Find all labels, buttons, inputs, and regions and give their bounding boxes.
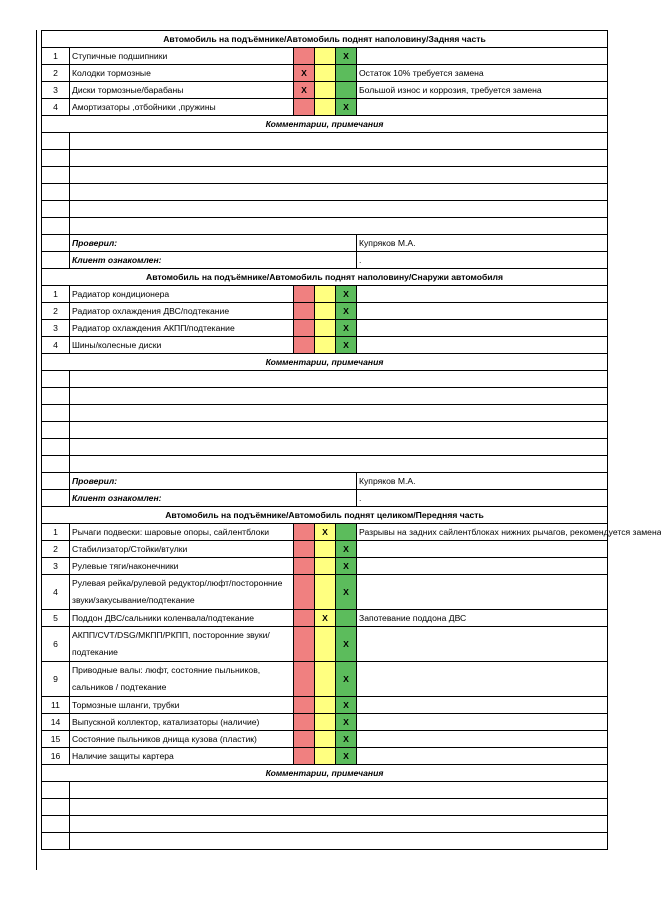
item-name: Радиатор охлаждения АКПП/подтекание [70,320,294,337]
comment-row[interactable] [42,133,608,150]
status-red-cell[interactable] [294,575,315,610]
table-row [42,731,608,748]
status-yellow-cell[interactable] [315,627,336,662]
status-yellow-cell[interactable] [315,558,336,575]
comment-row[interactable] [42,782,608,799]
table-row [42,541,608,558]
item-number: 11 [42,697,70,714]
status-red-cell[interactable] [294,558,315,575]
client-label: Клиент ознакомлен: [70,490,357,507]
item-name: Тормозные шланги, трубки [70,697,294,714]
item-note[interactable]: Остаток 10% требуется замена [357,65,608,82]
table-row [42,662,608,697]
status-yellow-cell[interactable] [315,697,336,714]
item-number: 3 [42,82,70,99]
status-green-cell[interactable]: X [336,320,357,337]
item-number: 2 [42,65,70,82]
item-note[interactable] [357,48,608,65]
status-red-cell[interactable] [294,662,315,697]
checked-by-label: Проверил: [70,473,357,490]
item-name: Состояние пыльников днища кузова (пластик) [70,731,294,748]
status-red-cell[interactable] [294,610,315,627]
item-note[interactable]: Разрывы на задних сайлентблоках нижних рычагов, рекомендуется замена [357,524,608,541]
item-name: Ступичные подшипники [70,48,294,65]
status-green-cell[interactable]: X [336,697,357,714]
status-red-cell[interactable] [294,286,315,303]
status-yellow-cell[interactable]: X [315,524,336,541]
comment-row[interactable] [42,799,608,816]
checked-by-value[interactable]: Купряков М.А. [357,473,608,490]
left-margin-line [36,30,37,870]
status-green-cell[interactable]: X [336,337,357,354]
status-yellow-cell[interactable] [315,575,336,610]
status-green-cell[interactable]: X [336,48,357,65]
status-green-cell[interactable]: X [336,731,357,748]
item-name: Наличие защиты картера [70,748,294,765]
status-green-cell[interactable] [336,82,357,99]
status-yellow-cell[interactable] [315,82,336,99]
status-green-cell[interactable]: X [336,286,357,303]
item-name: Диски тормозные/барабаны [70,82,294,99]
comment-row[interactable] [42,456,608,473]
comment-row[interactable] [42,422,608,439]
table-row [42,627,608,662]
status-red-cell[interactable] [294,48,315,65]
item-name: Стабилизатор/Стойки/втулки [70,541,294,558]
item-name: Колодки тормозные [70,65,294,82]
item-number: 1 [42,48,70,65]
status-yellow-cell[interactable] [315,714,336,731]
item-note[interactable] [357,303,608,320]
item-note[interactable] [357,575,608,610]
item-note[interactable] [357,541,608,558]
status-green-cell[interactable]: X [336,627,357,662]
inspection-sheet [41,30,661,850]
comments-header [42,354,608,371]
item-name: Рычаги подвески: шаровые опоры, сайлентблоки [70,524,294,541]
status-yellow-cell[interactable] [315,320,336,337]
status-yellow-cell[interactable] [315,303,336,320]
status-yellow-cell[interactable] [315,99,336,116]
status-green-cell[interactable]: X [336,714,357,731]
checked-by-value[interactable]: Купряков М.А. [357,235,608,252]
table-row [42,65,608,82]
status-green-cell[interactable]: X [336,662,357,697]
table-row [42,524,608,541]
table-row [42,610,608,627]
item-note[interactable] [357,320,608,337]
table-row [42,99,608,116]
item-number: 3 [42,320,70,337]
comments-header [42,765,608,782]
table-row [42,48,608,65]
item-note[interactable] [357,697,608,714]
status-red-cell[interactable] [294,731,315,748]
status-red-cell[interactable] [294,303,315,320]
client-row [42,252,608,269]
status-green-cell[interactable]: X [336,558,357,575]
comment-row[interactable] [42,816,608,833]
comment-row[interactable] [42,833,608,850]
item-number: 2 [42,541,70,558]
item-number: 9 [42,662,70,697]
item-name: Радиатор охлаждения ДВС/подтекание [70,303,294,320]
item-name: Поддон ДВС/сальники коленвала/подтекание [70,610,294,627]
table-row [42,320,608,337]
checked-by-row [42,473,608,490]
status-yellow-cell[interactable]: X [315,610,336,627]
comments-title: Комментарии, примечания [42,765,608,782]
client-row [42,490,608,507]
status-green-cell[interactable]: X [336,99,357,116]
table-row [42,337,608,354]
status-green-cell[interactable]: X [336,575,357,610]
status-green-cell[interactable] [336,65,357,82]
item-note[interactable] [357,748,608,765]
status-green-cell[interactable] [336,524,357,541]
comment-row[interactable] [42,167,608,184]
item-number: 16 [42,748,70,765]
status-red-cell[interactable] [294,541,315,558]
status-red-cell[interactable] [294,524,315,541]
comment-row[interactable] [42,201,608,218]
comment-row[interactable] [42,184,608,201]
item-number: 4 [42,337,70,354]
item-name: Приводные валы: люфт, состояние пыльников, сальников / подтекание [70,662,294,697]
comment-row[interactable] [42,218,608,235]
item-name: АКПП/CVT/DSG/МКПП/РКПП, посторонние звуки/ подтекание [70,627,294,662]
table-row [42,748,608,765]
status-yellow-cell[interactable] [315,286,336,303]
item-number: 15 [42,731,70,748]
comments-header [42,116,608,133]
item-name: Радиатор кондиционера [70,286,294,303]
item-number: 2 [42,303,70,320]
item-number: 1 [42,286,70,303]
item-note[interactable] [357,286,608,303]
section-title: Автомобиль на подъёмнике/Автомобиль поднят наполовину/Задняя часть [42,31,608,48]
status-yellow-cell[interactable] [315,748,336,765]
status-green-cell[interactable]: X [336,748,357,765]
status-red-cell[interactable] [294,697,315,714]
client-value[interactable]: . [357,252,608,269]
section-3-header [42,507,608,524]
status-green-cell[interactable]: X [336,541,357,558]
status-red-cell[interactable] [294,627,315,662]
client-value[interactable]: . [357,490,608,507]
comment-row[interactable] [42,405,608,422]
status-red-cell[interactable] [294,337,315,354]
item-name: Амортизаторы ,отбойники ,пружины [70,99,294,116]
status-red-cell[interactable] [294,714,315,731]
status-yellow-cell[interactable] [315,731,336,748]
item-number: 6 [42,627,70,662]
status-red-cell[interactable] [294,748,315,765]
table-row [42,714,608,731]
item-note[interactable] [357,627,608,662]
item-number: 3 [42,558,70,575]
item-note[interactable] [357,714,608,731]
section-title: Автомобиль на подъёмнике/Автомобиль поднят целиком/Передняя часть [42,507,608,524]
status-yellow-cell[interactable] [315,541,336,558]
comment-row[interactable] [42,150,608,167]
item-number: 4 [42,575,70,610]
comments-title: Комментарии, примечания [42,354,608,371]
status-red-cell[interactable]: X [294,65,315,82]
item-name: Шины/колесные диски [70,337,294,354]
status-yellow-cell[interactable] [315,337,336,354]
inspection-table [41,30,661,850]
comments-title: Комментарии, примечания [42,116,608,133]
item-number: 14 [42,714,70,731]
section-2-header [42,269,608,286]
item-note[interactable] [357,662,608,697]
item-number: 4 [42,99,70,116]
table-row [42,82,608,99]
comment-row[interactable] [42,439,608,456]
checked-by-label: Проверил: [70,235,357,252]
table-row [42,697,608,714]
section-1-header [42,31,608,48]
client-label: Клиент ознакомлен: [70,252,357,269]
checked-by-row [42,235,608,252]
item-note[interactable] [357,558,608,575]
item-note[interactable] [357,337,608,354]
status-green-cell[interactable]: X [336,303,357,320]
item-note[interactable]: Запотевание поддона ДВС [357,610,608,627]
comment-row[interactable] [42,371,608,388]
item-name: Рулевая рейка/рулевой редуктор/люфт/посторонние звуки/закусывание/подтекание [70,575,294,610]
status-green-cell[interactable] [336,610,357,627]
item-number: 1 [42,524,70,541]
item-number: 5 [42,610,70,627]
table-row [42,286,608,303]
item-note[interactable] [357,99,608,116]
item-name: Рулевые тяги/наконечники [70,558,294,575]
item-note[interactable] [357,731,608,748]
item-note[interactable]: Большой износ и коррозия, требуется замена [357,82,608,99]
status-yellow-cell[interactable] [315,662,336,697]
item-name: Выпускной коллектор, катализаторы (наличие) [70,714,294,731]
section-title: Автомобиль на подъёмнике/Автомобиль поднят наполовину/Снаружи автомобиля [42,269,608,286]
status-yellow-cell[interactable] [315,48,336,65]
table-row [42,558,608,575]
status-red-cell[interactable] [294,320,315,337]
comment-row[interactable] [42,388,608,405]
status-yellow-cell[interactable] [315,65,336,82]
table-row [42,303,608,320]
status-red-cell[interactable] [294,99,315,116]
status-red-cell[interactable]: X [294,82,315,99]
table-row [42,575,608,610]
